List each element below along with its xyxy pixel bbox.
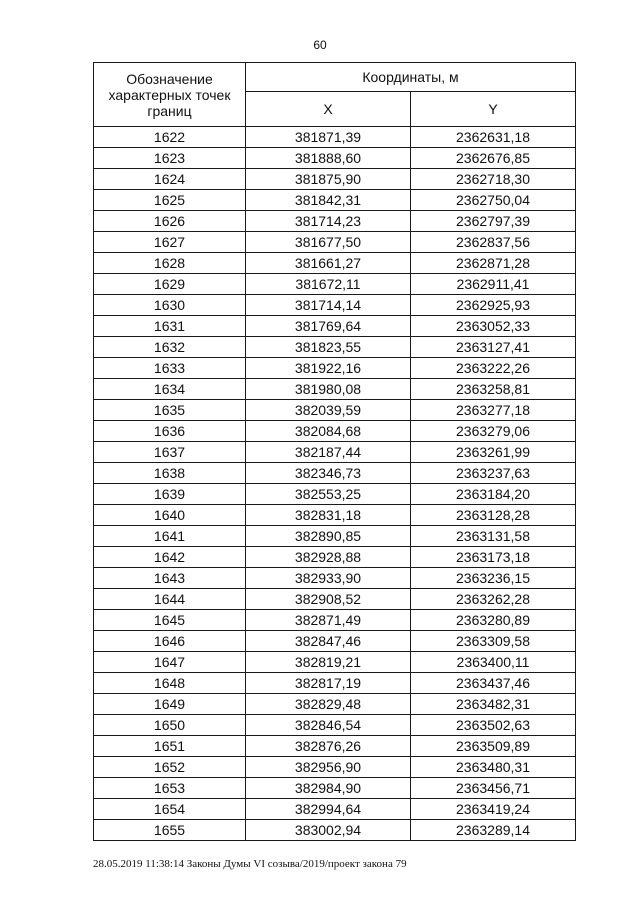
point-id-cell: 1629	[94, 274, 246, 295]
point-id-cell: 1640	[94, 505, 246, 526]
point-id-cell: 1655	[94, 820, 246, 841]
y-coordinate-cell: 2363502,63	[411, 715, 576, 736]
point-id-cell: 1642	[94, 547, 246, 568]
point-id-cell: 1633	[94, 358, 246, 379]
point-id-cell: 1645	[94, 610, 246, 631]
y-coordinate-cell: 2363456,71	[411, 778, 576, 799]
table-header	[94, 63, 576, 127]
x-coordinate-cell: 381888,60	[246, 148, 411, 169]
point-id-cell: 1631	[94, 316, 246, 337]
y-coordinate-cell: 2363127,41	[411, 337, 576, 358]
point-id-cell: 1651	[94, 736, 246, 757]
table-row	[94, 463, 576, 484]
table-row	[94, 358, 576, 379]
page-number: 60	[313, 38, 327, 52]
y-coordinate-cell: 2363236,15	[411, 568, 576, 589]
x-coordinate-cell: 382829,48	[246, 694, 411, 715]
y-coordinate-cell: 2363437,46	[411, 673, 576, 694]
table-row	[94, 610, 576, 631]
point-id-cell: 1643	[94, 568, 246, 589]
table-row	[94, 253, 576, 274]
table-row	[94, 148, 576, 169]
point-id-cell: 1624	[94, 169, 246, 190]
y-coordinate-cell: 2363277,18	[411, 400, 576, 421]
table-row	[94, 736, 576, 757]
y-header: Y	[411, 92, 576, 127]
point-id-cell: 1628	[94, 253, 246, 274]
table-row	[94, 757, 576, 778]
point-id-cell: 1648	[94, 673, 246, 694]
x-coordinate-cell: 381871,39	[246, 127, 411, 148]
point-id-cell: 1634	[94, 379, 246, 400]
y-coordinate-cell: 2363279,06	[411, 421, 576, 442]
point-id-cell: 1647	[94, 652, 246, 673]
y-coordinate-cell: 2363280,89	[411, 610, 576, 631]
x-coordinate-cell: 382831,18	[246, 505, 411, 526]
table-row	[94, 547, 576, 568]
y-coordinate-cell: 2362797,39	[411, 211, 576, 232]
x-coordinate-cell: 382933,90	[246, 568, 411, 589]
x-coordinate-cell: 382876,26	[246, 736, 411, 757]
coordinates-table	[93, 62, 576, 841]
point-id-cell: 1625	[94, 190, 246, 211]
point-id-cell: 1637	[94, 442, 246, 463]
x-coordinate-cell: 382187,44	[246, 442, 411, 463]
point-id-cell: 1626	[94, 211, 246, 232]
table-row	[94, 715, 576, 736]
point-id-cell: 1623	[94, 148, 246, 169]
y-coordinate-cell: 2363128,28	[411, 505, 576, 526]
footer-text: 28.05.2019 11:38:14 Законы Думы VI созыва/2019/проект закона 79	[93, 858, 407, 870]
x-coordinate-cell: 382871,49	[246, 610, 411, 631]
x-coordinate-cell: 382553,25	[246, 484, 411, 505]
y-coordinate-cell: 2362676,85	[411, 148, 576, 169]
table-row	[94, 127, 576, 148]
table-row	[94, 631, 576, 652]
x-coordinate-cell: 381672,11	[246, 274, 411, 295]
y-coordinate-cell: 2363131,58	[411, 526, 576, 547]
x-coordinate-cell: 381714,14	[246, 295, 411, 316]
table-row	[94, 232, 576, 253]
x-coordinate-cell: 382928,88	[246, 547, 411, 568]
table-row	[94, 778, 576, 799]
point-id-cell: 1638	[94, 463, 246, 484]
table-row	[94, 400, 576, 421]
y-coordinate-cell: 2363289,14	[411, 820, 576, 841]
point-id-cell: 1627	[94, 232, 246, 253]
y-coordinate-cell: 2363262,28	[411, 589, 576, 610]
y-coordinate-cell: 2362750,04	[411, 190, 576, 211]
y-coordinate-cell: 2363419,24	[411, 799, 576, 820]
table-row	[94, 589, 576, 610]
y-coordinate-cell: 2363173,18	[411, 547, 576, 568]
y-coordinate-cell: 2362837,56	[411, 232, 576, 253]
point-id-cell: 1650	[94, 715, 246, 736]
x-coordinate-cell: 381714,23	[246, 211, 411, 232]
x-coordinate-cell: 381677,50	[246, 232, 411, 253]
table-row	[94, 526, 576, 547]
point-id-cell: 1644	[94, 589, 246, 610]
point-designation-line-2: характерных точек	[108, 86, 231, 103]
point-id-cell: 1636	[94, 421, 246, 442]
y-coordinate-cell: 2363482,31	[411, 694, 576, 715]
point-id-cell: 1635	[94, 400, 246, 421]
point-id-cell: 1649	[94, 694, 246, 715]
y-coordinate-cell: 2362871,28	[411, 253, 576, 274]
point-id-cell: 1646	[94, 631, 246, 652]
x-coordinate-cell: 382084,68	[246, 421, 411, 442]
table-row	[94, 274, 576, 295]
x-coordinate-cell: 381823,55	[246, 337, 411, 358]
x-coordinate-cell: 382819,21	[246, 652, 411, 673]
point-designation-header	[94, 63, 246, 127]
y-coordinate-cell: 2363400,11	[411, 652, 576, 673]
point-designation-line-1: Обозначение	[126, 70, 213, 87]
x-coordinate-cell: 382890,85	[246, 526, 411, 547]
table-row	[94, 799, 576, 820]
point-id-cell: 1653	[94, 778, 246, 799]
x-coordinate-cell: 382994,64	[246, 799, 411, 820]
y-coordinate-cell: 2363184,20	[411, 484, 576, 505]
x-coordinate-cell: 381661,27	[246, 253, 411, 274]
table-row	[94, 295, 576, 316]
table-row	[94, 652, 576, 673]
y-coordinate-cell: 2363480,31	[411, 757, 576, 778]
table-row	[94, 421, 576, 442]
y-coordinate-cell: 2363258,81	[411, 379, 576, 400]
x-coordinate-cell: 383002,94	[246, 820, 411, 841]
y-coordinate-cell: 2362925,93	[411, 295, 576, 316]
y-coordinate-cell: 2363222,26	[411, 358, 576, 379]
table-row	[94, 442, 576, 463]
y-coordinate-cell: 2362911,41	[411, 274, 576, 295]
x-coordinate-cell: 382908,52	[246, 589, 411, 610]
point-designation-line-3: границ	[147, 102, 192, 119]
table-row	[94, 190, 576, 211]
point-id-cell: 1639	[94, 484, 246, 505]
x-coordinate-cell: 382846,54	[246, 715, 411, 736]
coordinates-header: Координаты, м	[246, 63, 576, 92]
y-coordinate-cell: 2362631,18	[411, 127, 576, 148]
x-coordinate-cell: 381980,08	[246, 379, 411, 400]
point-id-cell: 1632	[94, 337, 246, 358]
point-id-cell: 1630	[94, 295, 246, 316]
table-row	[94, 211, 576, 232]
y-coordinate-cell: 2363237,63	[411, 463, 576, 484]
x-coordinate-cell: 381875,90	[246, 169, 411, 190]
table-body	[94, 127, 576, 841]
x-coordinate-cell: 382039,59	[246, 400, 411, 421]
y-coordinate-cell: 2363509,89	[411, 736, 576, 757]
table-row	[94, 484, 576, 505]
table-row	[94, 820, 576, 841]
table-row	[94, 379, 576, 400]
x-coordinate-cell: 381769,64	[246, 316, 411, 337]
table-row	[94, 694, 576, 715]
x-coordinate-cell: 382956,90	[246, 757, 411, 778]
table-row	[94, 169, 576, 190]
x-coordinate-cell: 382817,19	[246, 673, 411, 694]
table-row	[94, 316, 576, 337]
x-coordinate-cell: 381842,31	[246, 190, 411, 211]
table-row	[94, 673, 576, 694]
y-coordinate-cell: 2363052,33	[411, 316, 576, 337]
x-coordinate-cell: 382984,90	[246, 778, 411, 799]
table-row	[94, 568, 576, 589]
x-coordinate-cell: 382847,46	[246, 631, 411, 652]
x-header: X	[246, 92, 411, 127]
point-id-cell: 1654	[94, 799, 246, 820]
table-row	[94, 505, 576, 526]
y-coordinate-cell: 2363309,58	[411, 631, 576, 652]
x-coordinate-cell: 382346,73	[246, 463, 411, 484]
point-id-cell: 1652	[94, 757, 246, 778]
y-coordinate-cell: 2363261,99	[411, 442, 576, 463]
point-id-cell: 1622	[94, 127, 246, 148]
x-coordinate-cell: 381922,16	[246, 358, 411, 379]
header-row-top	[94, 63, 576, 92]
table-row	[94, 337, 576, 358]
y-coordinate-cell: 2362718,30	[411, 169, 576, 190]
point-id-cell: 1641	[94, 526, 246, 547]
